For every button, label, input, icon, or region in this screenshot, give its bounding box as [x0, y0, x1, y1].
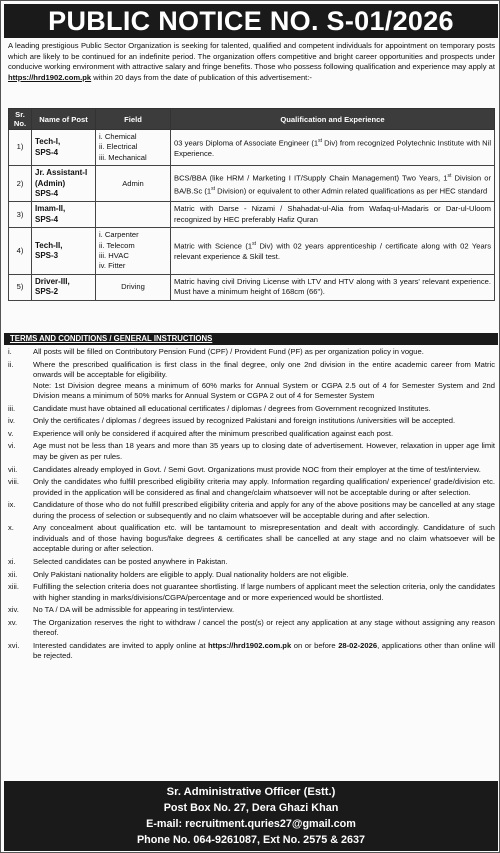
term-number: x.	[8, 523, 14, 533]
table-row	[9, 228, 495, 275]
cell-post-name	[32, 228, 96, 275]
post-name-line: SPS-2	[35, 287, 59, 297]
field-line: ii. Telecom	[99, 240, 135, 250]
cell-sr-no: 4)	[9, 228, 32, 275]
term-text-part: Only Pakistani nationality holders are eligible to apply. Dual nationality holders are not eligible.	[33, 569, 349, 579]
term-number: xv.	[8, 617, 18, 627]
table-row	[9, 166, 495, 202]
list-item	[8, 641, 495, 662]
cell-post-name	[32, 274, 96, 300]
header-sr-no: Sr. No.	[9, 109, 32, 130]
posts-table	[8, 108, 495, 301]
footer-email[interactable]: E-mail: recruitment.quries27@gmail.com	[146, 818, 356, 830]
footer-address: Post Box No. 27, Dera Ghazi Khan	[163, 802, 339, 814]
cell-qualification: Matric with Science (1st Div) with 02 years apprenticeship / certificate along with 02 Years relevant experience & Skill test.	[171, 228, 495, 275]
posts-table-body	[9, 130, 495, 301]
field-line: iv. Fitter	[99, 261, 126, 271]
header-qualification: Qualification and Experience	[171, 109, 495, 130]
term-number: vi.	[8, 441, 16, 451]
footer-phone: Phone No. 064-9261087, Ext No. 2575 & 2637	[136, 834, 366, 846]
term-text-part: Experience will only be considered if acquired after the minimum prescribed qualification against each post.	[33, 428, 394, 438]
term-text-mid: on or before	[293, 640, 336, 650]
cell-qualification: BCS/BBA (like HRM / Marketing I IT/Supply Chain Management) Two Years, 1st Division or BA/B.Sc (1st Division) or equivalent to other Admin related qualifications as per HEC standard	[171, 166, 495, 202]
term-text	[33, 605, 495, 616]
field-line: ii. Electrical	[99, 142, 138, 152]
term-text-part: Only the certificates / diplomas / degrees issued by recognized Pakistani and foreign institutions /universities will be accepted.	[33, 416, 456, 426]
list-item	[8, 500, 495, 521]
term-text-part: Any concealment about qualification etc. will be tantamount to misrepresentation and dealt with accordingly. Candidature of such individuals and of those having bogus/fake degrees & certificates shall be cancelled at any stage and no claim whatsoever will be acceptable during or after selection.	[33, 523, 495, 554]
term-text-part: All posts will be filled on Contributory Pension Fund (CPF) / Provident Fund (PF) as per organization policy in vogue.	[33, 347, 424, 356]
term-text-part: Candidates already employed in Govt. / Semi Govt. Organizations must provide NOC from their employer at the time of test/interview.	[33, 464, 481, 474]
term-number: xvi.	[8, 640, 20, 650]
term-number: v.	[8, 428, 14, 438]
term-text-part: Note: 1st Division degree means a minimum of 60% marks for Annual System or CGPA 2.5 out of 4 for Semester System and 2nd Division means a minimum of 50% marks for Annual System or CGPA 2 out of 4 for Semester System	[33, 380, 495, 401]
term-number: iii.	[8, 403, 16, 413]
term-text	[33, 416, 495, 427]
term-text-part: Only the candidates who fulfill prescribed eligibility criteria may apply. Information regarding qualification/ experience/ grade/division etc. provided in the application will be considered as final and change/claim whatsoever will not be acceptable during or after selection.	[33, 477, 495, 497]
intro-text-end: within 20 days from the date of publication of this advertisement:-	[93, 72, 312, 82]
post-name-line: SPS-3	[35, 251, 59, 261]
apply-url-link[interactable]: https://hrd1902.com.pk	[8, 72, 92, 82]
cell-qualification: 03 years Diploma of Associate Engineer (1st Div) from recognized Polytechnic Institute with Nil Experience.	[171, 130, 495, 166]
notice-title: PUBLIC NOTICE NO. S-01/2026	[4, 4, 498, 38]
closing-date: 28-02-2026	[338, 640, 378, 650]
term-text	[33, 500, 495, 521]
header-field: Field	[96, 109, 171, 130]
term-number: viii.	[8, 477, 19, 487]
post-name-line: Imam-II,	[35, 204, 66, 214]
list-item	[8, 429, 495, 440]
post-name-line: Tech-I,	[35, 137, 61, 147]
cell-qualification: Matric having civil Driving License with LTV and HTV along with 3 years' relevant experience. Must have a minimum height of 168cm (66").	[171, 274, 495, 300]
term-number: ii.	[8, 359, 14, 369]
term-text-part: Age must not be less than 18 years and more than 35 years up to closing date of advertisement. However, relaxation in upper age limit may be given as per rules.	[33, 441, 495, 461]
list-item	[8, 605, 495, 616]
term-text	[33, 465, 495, 476]
table-row	[9, 130, 495, 166]
term-text	[33, 360, 495, 402]
cell-sr-no: 2)	[9, 166, 32, 202]
cell-qualification: Matric with Darse - Nizami / Shahadat-ul-Alia from Wafaq-ul-Madaris or Dar-ul-Uloom recognized by HEC preferably Hafiz Quran	[171, 202, 495, 228]
field-line: Admin	[122, 178, 144, 188]
table-row	[9, 202, 495, 228]
list-item	[8, 477, 495, 498]
cell-field	[96, 130, 171, 166]
cell-field	[96, 166, 171, 202]
contact-footer	[4, 781, 498, 851]
list-item	[8, 618, 495, 639]
term-text	[33, 557, 495, 568]
term-text	[33, 641, 495, 662]
cell-field	[96, 202, 171, 228]
post-name-line: Tech-II,	[35, 240, 63, 250]
term-text	[33, 582, 495, 603]
field-line: iii. HVAC	[99, 251, 129, 261]
field-line: Driving	[121, 282, 145, 292]
list-item	[8, 416, 495, 427]
term-text-part: No TA / DA will be admissible for appearing in test/interview.	[33, 605, 235, 615]
term-text-part: Candidate must have obtained all educational certificates / diplomas / degrees from Government recognized Institutes.	[33, 403, 431, 413]
cell-sr-no: 5)	[9, 274, 32, 300]
cell-post-name	[32, 130, 96, 166]
term-number: vii.	[8, 464, 18, 474]
term-text-part: Fulfilling the selection criteria does not guarantee shortlisting. If large numbers of applicant meet the selection criteria, only the candidates with higher standing in marks/divisions/CGPA/percentage and or more experienced would be shortlisted.	[33, 582, 495, 602]
term-text-part: Candidature of those who do not fulfill prescribed eligibility criteria and apply for any of the above positions may be cancelled at any stage during the process of selection or subsequently and no claim whatsoever will be acceptable during and after selection.	[33, 500, 495, 520]
term-number: iv.	[8, 416, 16, 426]
cell-field	[96, 228, 171, 275]
list-item	[8, 441, 495, 462]
cell-post-name	[32, 202, 96, 228]
cell-field	[96, 274, 171, 300]
table-header-row	[9, 109, 495, 130]
list-item	[8, 570, 495, 581]
field-line: iii. Mechanical	[99, 152, 147, 162]
term-number: xi.	[8, 556, 16, 566]
header-post: Name of Post	[32, 109, 96, 130]
terms-heading: TERMS AND CONDITIONS / GENERAL INSTRUCTIONS	[4, 333, 498, 345]
term-text	[33, 570, 495, 581]
intro-paragraph	[8, 41, 495, 83]
list-item	[8, 465, 495, 476]
post-name-line: SPS-4	[35, 214, 59, 224]
term-text	[33, 523, 495, 555]
term-number: ix.	[8, 500, 16, 510]
terms-list	[8, 347, 495, 664]
term-number: xiv.	[8, 605, 19, 615]
term-text	[33, 477, 495, 498]
list-item	[8, 347, 495, 358]
post-name-line: Jr. Assistant-I	[35, 168, 88, 178]
term-text-part: Where the prescribed qualification is first class in the final degree, only one 2nd division in the entire academic career from Matric onwards will be acceptable for eligibility.	[33, 359, 495, 380]
post-name-line: (Admin)	[35, 178, 66, 188]
term-text-part: Selected candidates can be posted anywhere in Pakistan.	[33, 556, 228, 566]
field-line: i. Carpenter	[99, 230, 139, 240]
term-text	[33, 404, 495, 415]
list-item	[8, 582, 495, 603]
list-item	[8, 360, 495, 402]
term-text-before: Interested candidates are invited to apply online at	[33, 640, 206, 650]
intro-text: A leading prestigious Public Sector Organization is seeking for talented, qualified and competent individuals for appointment on temporary posts which are likely to be continued for an indefinite period. The organization offers competitive and bright career opportunities and prospects under conducive working environment with attractive salary and fringe benefits. Those who possess following qualification and experience may apply at	[8, 41, 495, 72]
cell-sr-no: 1)	[9, 130, 32, 166]
cell-post-name	[32, 166, 96, 202]
term-text-part: The Organization reserves the right to withdraw / cancel the post(s) or reject any application at any stage without assigning any reason thereof.	[33, 617, 495, 638]
term-text-after: , applications other than online will be rejected.	[33, 640, 495, 661]
term-text	[33, 347, 495, 358]
post-name-line: SPS-4	[35, 147, 59, 157]
table-row	[9, 274, 495, 300]
term-number: xiii.	[8, 582, 19, 592]
term-text	[33, 441, 495, 462]
cell-sr-no: 3)	[9, 202, 32, 228]
field-line: i. Chemical	[99, 132, 137, 141]
apply-online-link[interactable]: https://hrd1902.com.pk	[208, 640, 292, 650]
term-text	[33, 618, 495, 639]
term-number: xii.	[8, 569, 18, 579]
list-item	[8, 523, 495, 555]
list-item	[8, 404, 495, 415]
post-name-line: Driver-III,	[35, 276, 70, 286]
footer-officer: Sr. Administrative Officer (Estt.)	[166, 786, 336, 798]
post-name-line: SPS-4	[35, 189, 59, 199]
list-item	[8, 557, 495, 568]
term-text	[33, 429, 495, 440]
term-number: i.	[8, 347, 12, 356]
